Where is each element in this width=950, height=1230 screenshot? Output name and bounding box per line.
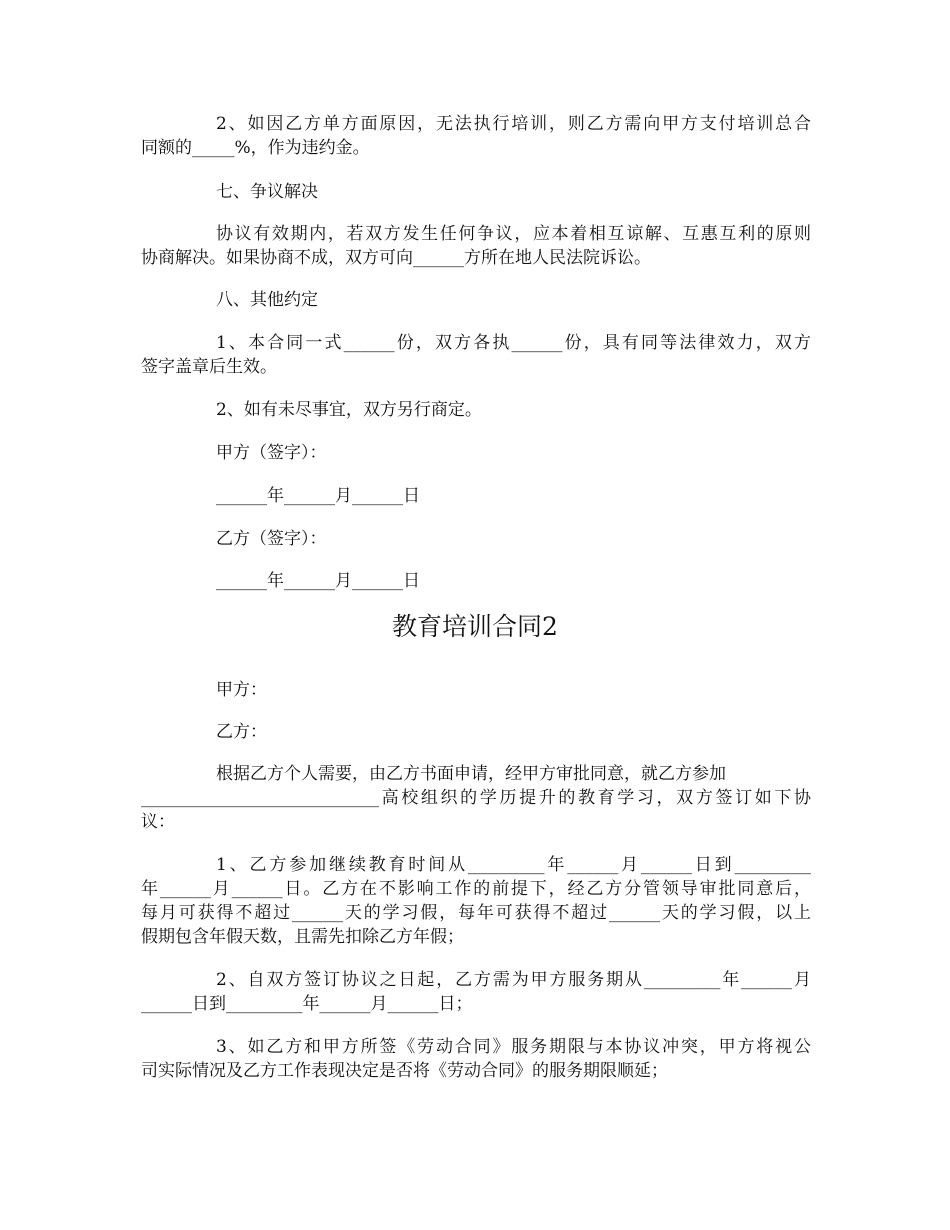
date-line-party-b: ______年______月______日: [216, 571, 420, 591]
paragraph-line: 3、如乙方和甲方所签《劳动合同》服务期限与本协议冲突，甲方将视公: [216, 1037, 811, 1057]
party-a-label: 甲方：: [216, 680, 267, 700]
paragraph-line: 年______月______日。乙方在不影响工作的前提下，经乙方分管领导审批同意后，: [141, 879, 811, 899]
paragraph-line: 协商解决。如果协商不成，双方可向______方所在地人民法院诉讼。: [141, 248, 651, 268]
paragraph-line: 根据乙方个人需要，由乙方书面申请，经甲方审批同意，就乙方参加: [216, 764, 726, 784]
paragraph-line: ____________________________高校组织的学历提升的教育学习，双方签订如下协: [141, 788, 811, 808]
paragraph-line: ______日到_________年______月______日；: [141, 994, 473, 1014]
paragraph-line: 协议有效期内，若双方发生任何争议，应本着相互谅解、互惠互利的原则: [216, 224, 811, 244]
paragraph-line: 每月可获得不超过______天的学习假，每年可获得不超过______天的学习假，以上: [141, 903, 811, 923]
paragraph-line: 签字盖章后生效。: [141, 357, 277, 377]
paragraph-line: 司实际情况及乙方工作表现决定是否将《劳动合同》的服务期限顺延；: [141, 1061, 668, 1081]
paragraph-line: 2、如因乙方单方面原因，无法执行培训，则乙方需向甲方支付培训总合: [216, 114, 811, 134]
date-line-party-a: ______年______月______日: [216, 486, 420, 506]
section-heading: 七、争议解决: [216, 182, 318, 202]
paragraph-line: 1、乙方参加继续教育时间从_________年______月______日到_________: [216, 855, 811, 875]
paragraph-line: 议：: [141, 812, 175, 832]
paragraph-line: 假期包含年假天数，且需先扣除乙方年假；: [141, 927, 464, 947]
party-b-label: 乙方：: [216, 722, 267, 742]
document-title: 教育培训合同2: [392, 612, 558, 641]
signature-label-party-a: 甲方（签字）：: [216, 443, 327, 463]
paragraph-line: 2、如有未尽事宜，双方另行商定。: [216, 400, 482, 420]
section-heading: 八、其他约定: [216, 290, 318, 310]
paragraph-line: 2、自双方签订协议之日起，乙方需为甲方服务期从_________年______月: [216, 970, 811, 990]
paragraph-line: 1、本合同一式______份，双方各执______份，具有同等法律效力，双方: [216, 333, 811, 353]
paragraph-line: 同额的_____%，作为违约金。: [141, 138, 370, 158]
signature-label-party-b: 乙方（签字）：: [216, 529, 327, 549]
